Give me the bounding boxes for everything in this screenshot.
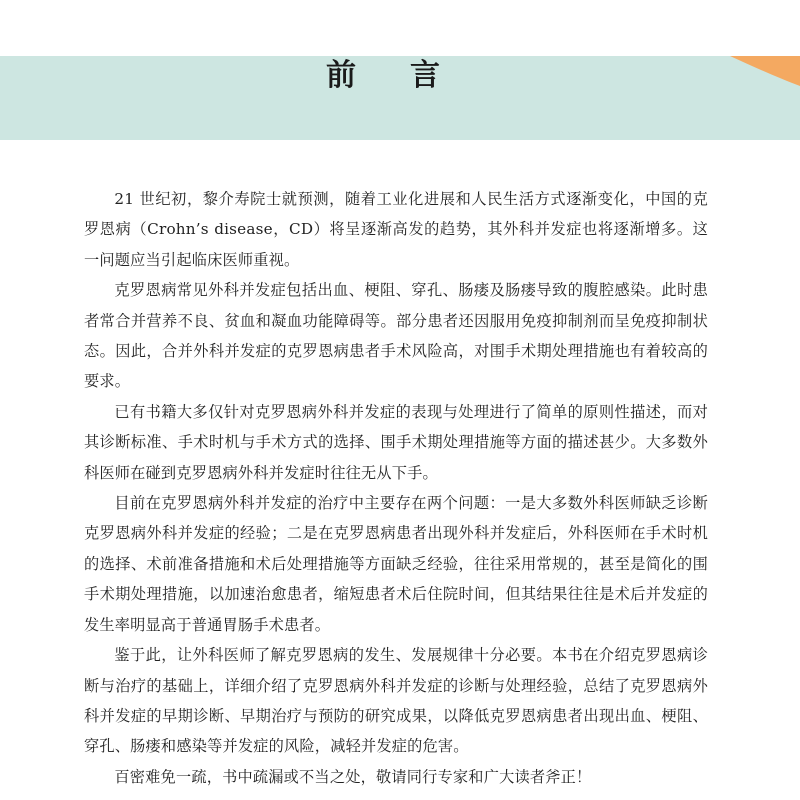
paragraph: 鉴于此，让外科医师了解克罗恩病的发生、发展规律十分必要。本书在介绍克罗恩病诊断与治疗的基础上，详细介绍了克罗恩病外科并发症的诊断与处理经验，总结了克罗恩病外科并发症的早期诊断、早期治疗与预防的研究成果，以降低克罗恩病患者出现出血、梗阻、穿孔、肠瘘和感染等并发症的风险，减轻并发症的危害。 [84, 646, 708, 756]
preface-body [84, 184, 708, 792]
page-title: 前言 [326, 58, 494, 93]
paragraph: 目前在克罗恩病外科并发症的治疗中主要存在两个问题：一是大多数外科医师缺乏诊断克罗恩病外科并发症的经验；二是在克罗恩病患者出现外科并发症后，外科医师在手术时机的选择、术前准备措施和术后处理措施等方面缺乏经验，往往采用常规的，甚至是简化的围手术期处理措施，以加速治愈患者，缩短患者术后住院时间，但其结果往往是术后并发症的发生率明显高于普通胃肠手术患者。 [84, 494, 708, 634]
paragraph: 21 世纪初，黎介寿院士就预测，随着工业化进展和人民生活方式逐渐变化，中国的克罗恩病（Crohn’s disease，CD）将呈逐渐高发的趋势，其外科并发症也将逐渐增多。这一问题应当引起临床医师重视。 [84, 190, 708, 269]
paragraph: 已有书籍大多仅针对克罗恩病外科并发症的表现与处理进行了简单的原则性描述，而对其诊断标准、手术时机与手术方式的选择、围手术期处理措施等方面的描述甚少。大多数外科医师在碰到克罗恩病外科并发症时往往无从下手。 [84, 402, 708, 482]
paragraph: 百密难免一疏，书中疏漏或不当之处，敬请同行专家和广大读者斧正！ [114, 767, 592, 786]
page-title-wrap [0, 56, 766, 96]
paragraph: 克罗恩病常见外科并发症包括出血、梗阻、穿孔、肠瘘及肠瘘导致的腹腔感染。此时患者常合并营养不良、贫血和凝血功能障碍等。部分患者还因服用免疫抑制剂而呈免疫抑制状态。因此，合并外科并发症的克罗恩病患者手术风险高，对围手术期处理措施也有着较高的要求。 [84, 281, 708, 391]
